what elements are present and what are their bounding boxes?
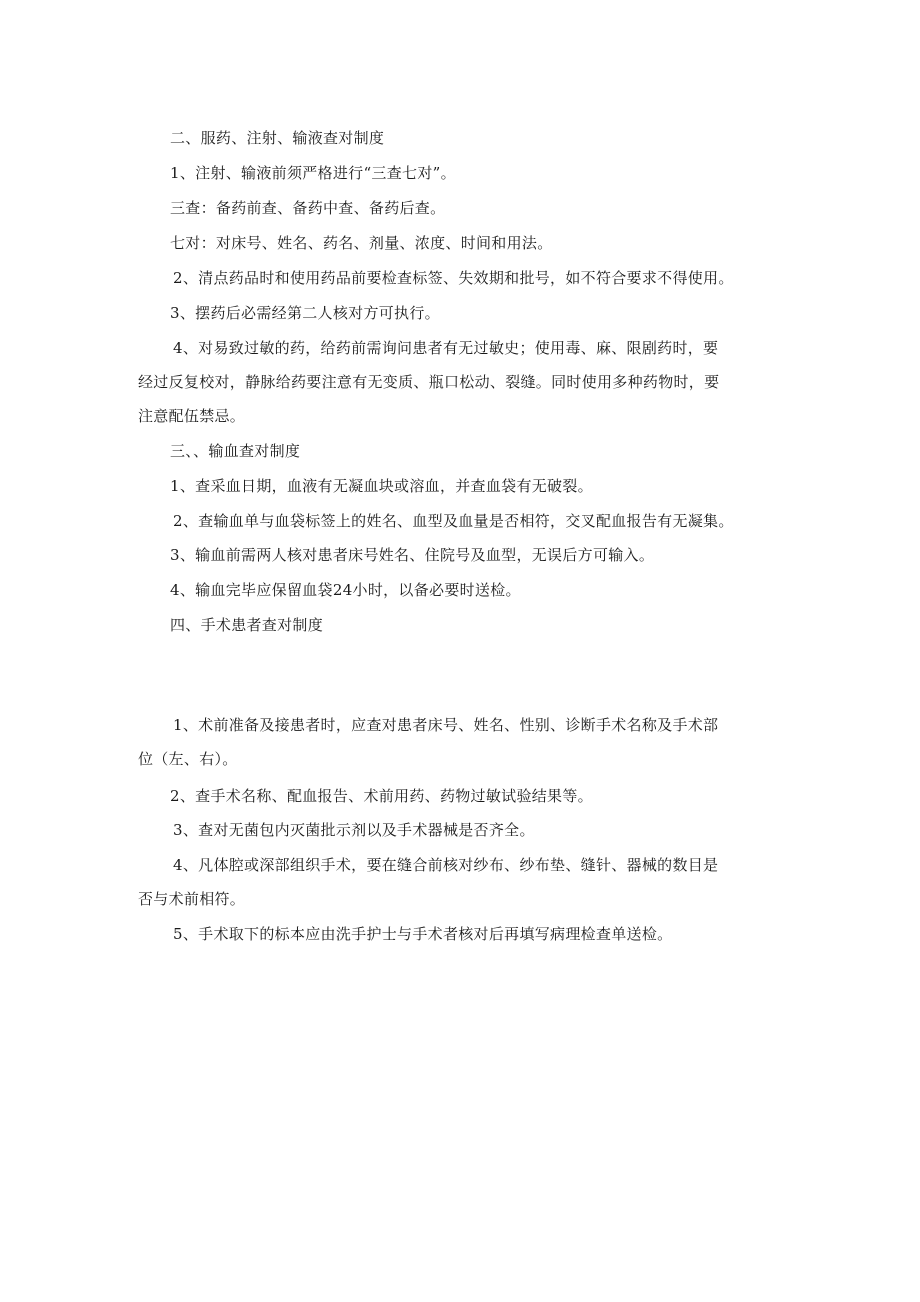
section-3-heading: 三、、输血查对制度: [170, 442, 301, 460]
section-4-item-5: 5、手术取下的标本应由洗手护士与手术者核对后再填写病理检查单送检。: [173, 925, 673, 943]
section-2-three-checks: 三查：备药前查、备药中查、备药后查。: [170, 199, 446, 217]
section-4-heading: 四、手术患者查对制度: [170, 616, 324, 634]
section-4-item-3: 3、查对无菌包内灭菌批示剂以及手术器械是否齐全。: [173, 821, 535, 839]
section-2-item-4-line-2: 经过反复校对，静脉给药要注意有无变质、瓶口松动、裂缝。同时使用多种药物时，要: [138, 373, 720, 391]
section-2-item-3: 3、摆药后必需经第二人核对方可执行。: [170, 304, 440, 322]
section-3-item-3: 3、输血前需两人核对患者床号姓名、住院号及血型，无误后方可输入。: [170, 546, 655, 564]
section-2-item-1: 1、注射、输液前须严格进行“三查七对”。: [170, 164, 456, 182]
section-4-item-4-line-1: 4、凡体腔或深部组织手术，要在缝合前核对纱布、纱布垫、缝针、器械的数目是: [173, 856, 719, 874]
section-4-item-1-line-1: 1、术前准备及接患者时，应查对患者床号、姓名、性别、诊断手术名称及手术部: [173, 716, 719, 734]
section-2-item-4-line-3: 注意配伍禁忌。: [138, 407, 246, 425]
section-2-item-4-line-1: 4、对易致过敏的药，给药前需询问患者有无过敏史；使用毒、麻、限剧药时，要: [173, 339, 719, 357]
section-2-item-2: 2、清点药品时和使用药品前要检查标签、失效期和批号，如不符合要求不得使用。: [173, 269, 734, 287]
section-2-heading: 二、服药、注射、输液查对制度: [170, 129, 385, 147]
section-3-item-2: 2、查输血单与血袋标签上的姓名、血型及血量是否相符，交叉配血报告有无凝集。: [173, 512, 734, 530]
section-4-item-4-line-2: 否与术前相符。: [138, 890, 246, 908]
section-3-item-1: 1、查采血日期，血液有无凝血块或溶血，并查血袋有无破裂。: [170, 477, 593, 495]
section-3-item-4: 4、输血完毕应保留血袋24小时，以备必要时送检。: [170, 581, 521, 599]
section-2-seven-checks: 七对：对床号、姓名、药名、剂量、浓度、时间和用法。: [170, 234, 553, 252]
section-4-item-2: 2、查手术名称、配血报告、术前用药、药物过敏试验结果等。: [170, 787, 593, 805]
section-4-item-1-line-2: 位（左、右）。: [138, 750, 238, 768]
